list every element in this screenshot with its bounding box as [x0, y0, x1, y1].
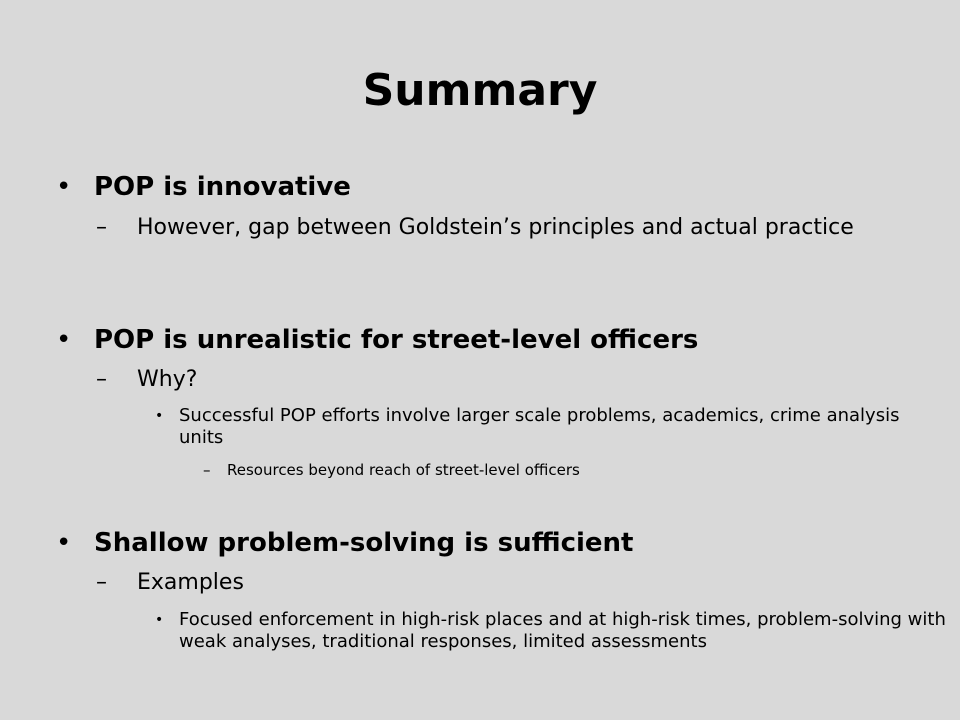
bullet-text: Examples: [137, 570, 244, 595]
bullet-dash-icon: –: [203, 461, 211, 479]
bullet-dash-icon: –: [96, 570, 107, 595]
bullet-dot-icon: •: [56, 325, 72, 355]
bullet-dot-icon: •: [56, 172, 72, 202]
bullet-text: Shallow problem-solving is sufficient: [94, 528, 634, 558]
bullet-text: Resources beyond reach of street-level officers: [227, 461, 580, 479]
bullet-text: Successful POP efforts involve larger scale problems, academics, crime analysis units: [179, 405, 900, 448]
bullet-dot-icon: •: [155, 612, 164, 628]
bullet-dash-icon: –: [96, 367, 107, 392]
bullet-text: Focused enforcement in high-risk places and at high-risk times, problem-solving with weak analyses, traditional responses, limited assessments: [179, 609, 946, 652]
bullet-text: Why?: [137, 367, 198, 392]
bullet-dot-icon: •: [56, 528, 72, 558]
bullet-text: POP is unrealistic for street-level officers: [94, 325, 699, 355]
bullet-dot-icon: •: [155, 408, 164, 424]
bullet-dash-icon: –: [96, 215, 107, 240]
bullet-text: However, gap between Goldstein’s principles and actual practice: [137, 215, 854, 240]
slide-title: Summary: [362, 65, 598, 116]
bullet-text: POP is innovative: [94, 172, 351, 202]
